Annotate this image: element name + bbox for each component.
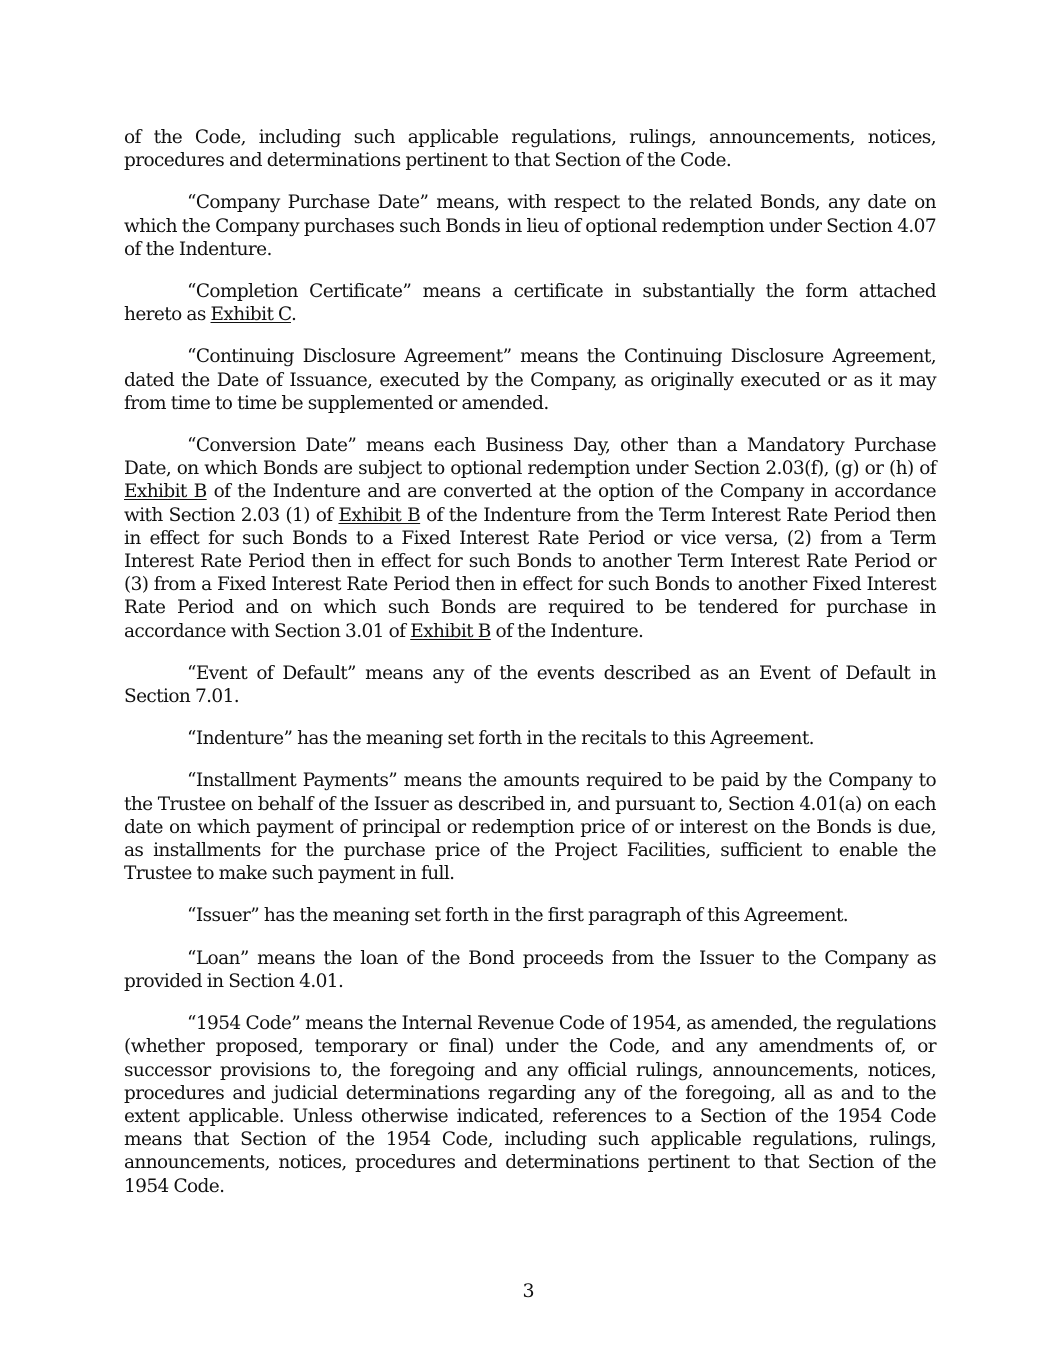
page-number: 3 — [522, 1280, 535, 1302]
definition-continuing-disclosure-agreement — [124, 345, 936, 415]
definition-text: means, with respect to the related Bonds, any date on which the Company purchases such Bonds in lieu of optional redemption under Section 4.07 of the Indenture. — [124, 192, 936, 260]
defined-term: “Completion Certificate” — [187, 281, 412, 303]
definition-conversion-date: “Conversion Date” means each Business Day, other than a Mandatory Purchase Date, on which Bonds are subject to optional redemption under Section 2.03(f), (g) or (h) of Exhibit B of the Indenture and are converted at the option of the Company in accordance with Section 2.03 (1) of Exhibit B of the Indenture from the Term Interest Rate Period then in effect for such Bonds to a Fixed Interest Rate Period or vice versa, (2) from a Term Interest Rate Period then in effect for such Bonds to another Term Interest Rate Period or (3) from a Fixed Interest Rate Period then in effect for such Bonds to another Fixed Interest Rate Period and on which such Bonds are required to be tendered for purchase in accordance with Section 3.01 of Exhibit B of the Indenture. — [124, 435, 936, 642]
definition-text: means a certificate in substantially the form attached hereto as — [124, 281, 936, 326]
exhibit-b-reference: Exhibit B — [410, 620, 491, 642]
defined-term: “Continuing Disclosure Agreement” — [187, 346, 512, 368]
defined-term: “Company Purchase Date” — [187, 192, 429, 214]
definition-event-of-default — [124, 662, 936, 708]
defined-term: “Conversion Date” — [187, 435, 357, 457]
defined-term: “Event of Default” — [187, 662, 356, 684]
definition-text: means the Internal Revenue Code of 1954, as amended, the regulations (whether proposed, temporary or final) under the Code, and any amendments of, or successor provisions to, the foregoing and any official rulings, announcements, notices, procedures and judicial determinations regarding any of the foregoing, all as and to the extent applicable. Unless otherwise indicated, references to a Section of the 1954 Code means that Section of the 1954 Code, including such applicable regulations, rulings, announcements, notices, procedures and determinations pertinent to that Section of the 1954 Code. — [124, 1013, 936, 1197]
definition-installment-payments — [124, 769, 936, 885]
definition-text: means the Continuing Disclosure Agreement, dated the Date of Issuance, executed by the Company, as originally executed or as it may from time to time be supplemented or amended. — [124, 346, 936, 414]
defined-term: “Issuer” — [187, 905, 260, 927]
definition-company-purchase-date — [124, 191, 936, 261]
definition-text: means any of the events described as an Event of Default in Section 7.01. — [124, 662, 936, 708]
definition-completion-certificate: “Completion Certificate” means a certificate in substantially the form attached hereto as Exhibit C. — [124, 281, 936, 326]
definition-indenture — [124, 727, 936, 750]
definition-text: means each Business Day, other than a Mandatory Purchase Date, on which Bonds are subject to optional redemption under Section 2.03(f), (g) or (h) of — [124, 435, 936, 480]
continuation-paragraph: of the Code, including such applicable regulations, rulings, announcements, notices, procedures and determinations pertinent to that Section of the Code. — [124, 127, 936, 172]
document-body — [124, 126, 936, 1217]
definition-text: has the meaning set forth in the recitals to this Agreement. — [292, 728, 814, 750]
definition-1954-code — [124, 1012, 936, 1198]
exhibit-b-reference: Exhibit B — [338, 504, 421, 526]
definition-loan — [124, 947, 936, 993]
exhibit-c-reference: Exhibit C — [210, 304, 291, 326]
definition-text: means the loan of the Bond proceeds from the Issuer to the Company as provided in Section 4.01. — [124, 947, 936, 992]
defined-term: “Indenture” — [187, 728, 293, 750]
defined-term: “1954 Code” — [187, 1013, 301, 1035]
defined-term: “Loan” — [187, 947, 249, 969]
defined-term: “Installment Payments” — [187, 770, 398, 792]
definition-text: has the meaning set forth in the first paragraph of this Agreement. — [259, 905, 849, 927]
definition-text: means the amounts required to be paid by the Company to the Trustee on behalf of the Issuer as described in, and pursuant to, Section 4.01(a) on each date on which payment of principal or redemption price of or interest on the Bonds is due, as installments for the purchase price of the Project Facilities, sufficient to enable the Trustee to make such payment in full. — [124, 770, 936, 885]
definition-issuer — [124, 904, 936, 927]
exhibit-b-reference: Exhibit B — [124, 481, 207, 503]
